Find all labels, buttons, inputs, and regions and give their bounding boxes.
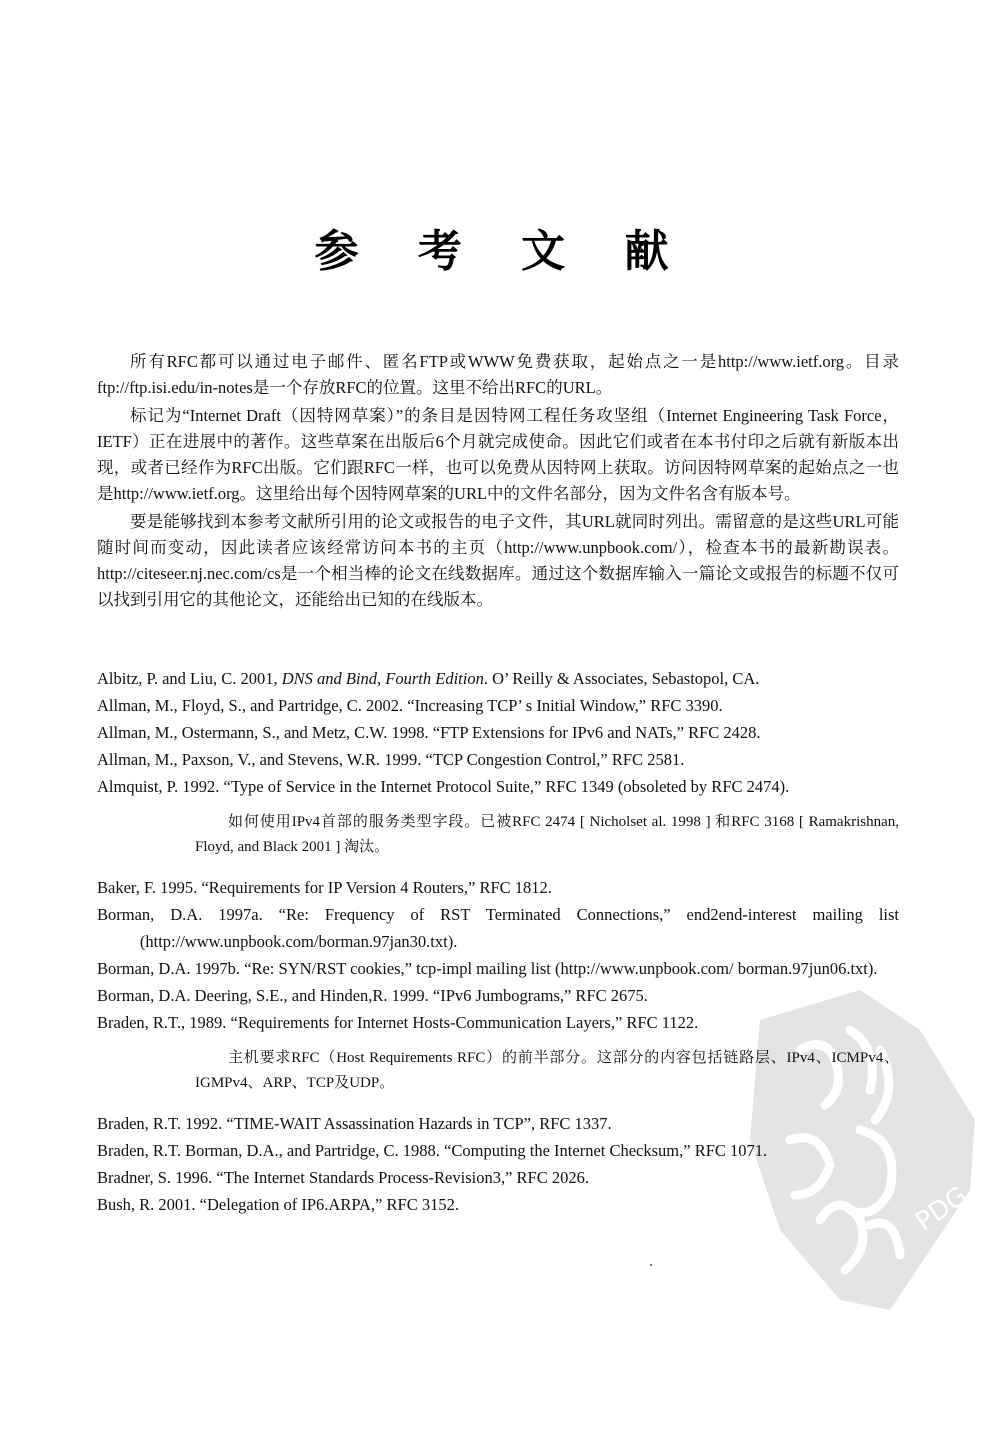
reference-annotation: 主机要求RFC（Host Requirements RFC）的前半部分。这部分的内容包括链路层、IPv4、ICMPv4、IGMPv4、ARP、TCP及UDP。 [195,1050,899,1091]
reference-entry: Braden, R.T. Borman, D.A., and Partridge, C. 1988. “Computing the Internet Checksum,” RFC 1071. [97,1141,768,1160]
intro-section [97,349,899,613]
reference-entry: Borman, D.A. 1997a. “Re: Frequency of RST Terminated Connections,” end2end-interest mailing list (http://www.unpbook.com/borman.97jan30.txt). [97,905,899,951]
reference-entry: Bradner, S. 1996. “The Internet Standards Process-Revision3,” RFC 2026. [97,1168,589,1187]
reference-annotation: 如何使用IPv4首部的服务类型字段。已被RFC 2474 [ Nicholset al. 1998 ] 和RFC 3168 [ Ramakrishnan, Floyd, and Black 2001 ] 淘汰。 [195,814,899,855]
reference-authors: Albitz, P. and Liu, C. 2001, [97,669,282,688]
intro-paragraph: 要是能够找到本参考文献所引用的论文或报告的电子文件，其URL就同时列出。需留意的是这些URL可能随时间而变动，因此读者应该经常访问本书的主页（http://www.unpbook.com/），检查本书的最新勘误表。http://citeseer.nj.nec.com/cs是一个相当棒的论文在线数据库。通过这个数据库输入一篇论文或报告的标题不仅可以找到引用它的其他论文，还能给出已知的在线版本。 [97,512,899,609]
reference-entry: Allman, M., Paxson, V., and Stevens, W.R. 1999. “TCP Congestion Control,” RFC 2581. [97,750,685,769]
reference-list [97,665,899,1218]
watermark-label: PDG [910,1180,974,1238]
reference-entry: Bush, R. 2001. “Delegation of IP6.ARPA,” RFC 3152. [97,1195,459,1214]
intro-paragraph: 标记为“Internet Draft（因特网草案）”的条目是因特网工程任务攻坚组（Internet Engineering Task Force，IETF）正在进展中的著作。这些草案在出版后6个月就完成使命。因此它们或者在本书付印之后就有新版本出现，或者已经作为RFC出版。它们跟RFC一样，也可以免费从因特网上获取。访问因特网草案的起始点之一也是http://www.ietf.org。这里给出每个因特网草案的URL中的文件名部分，因为文件名含有版本号。 [97,406,899,503]
intro-paragraph: 所有RFC都可以通过电子邮件、匿名FTP或WWW免费获取，起始点之一是http://www.ietf.org。目录ftp://ftp.isi.edu/in-notes是一个存放RFC的位置。这里不给出RFC的URL。 [97,352,899,397]
reference-publisher: . O’ Reilly & Associates, Sebastopol, CA. [483,669,760,688]
scan-speck [650,1264,652,1266]
reference-entry: Allman, M., Ostermann, S., and Metz, C.W. 1998. “FTP Extensions for IPv6 and NATs,” RFC 2428. [97,723,761,742]
reference-entry: Allman, M., Floyd, S., and Partridge, C. 2002. “Increasing TCP’ s Initial Window,” RFC 3390. [97,696,723,715]
reference-entry [97,665,899,692]
reference-entry: Borman, D.A. Deering, S.E., and Hinden,R. 1999. “IPv6 Jumbograms,” RFC 2675. [97,986,648,1005]
reference-entry: Baker, F. 1995. “Requirements for IP Version 4 Routers,” RFC 1812. [97,878,552,897]
reference-entry: Braden, R.T. 1992. “TIME-WAIT Assassination Hazards in TCP”, RFC 1337. [97,1114,612,1133]
page-title: 参 考 文 献 [314,226,691,277]
reference-entry: Almquist, P. 1992. “Type of Service in the Internet Protocol Suite,” RFC 1349 (obsoleted by RFC 2474). [97,777,790,796]
reference-entry: Borman, D.A. 1997b. “Re: SYN/RST cookies,” tcp-impl mailing list (http://www.unpbook.com/ borman.97jun06.txt). [97,959,878,978]
reference-entry: Braden, R.T., 1989. “Requirements for Internet Hosts-Communication Layers,” RFC 1122. [97,1013,699,1032]
reference-book-title: DNS and Bind, Fourth Edition [281,669,484,688]
